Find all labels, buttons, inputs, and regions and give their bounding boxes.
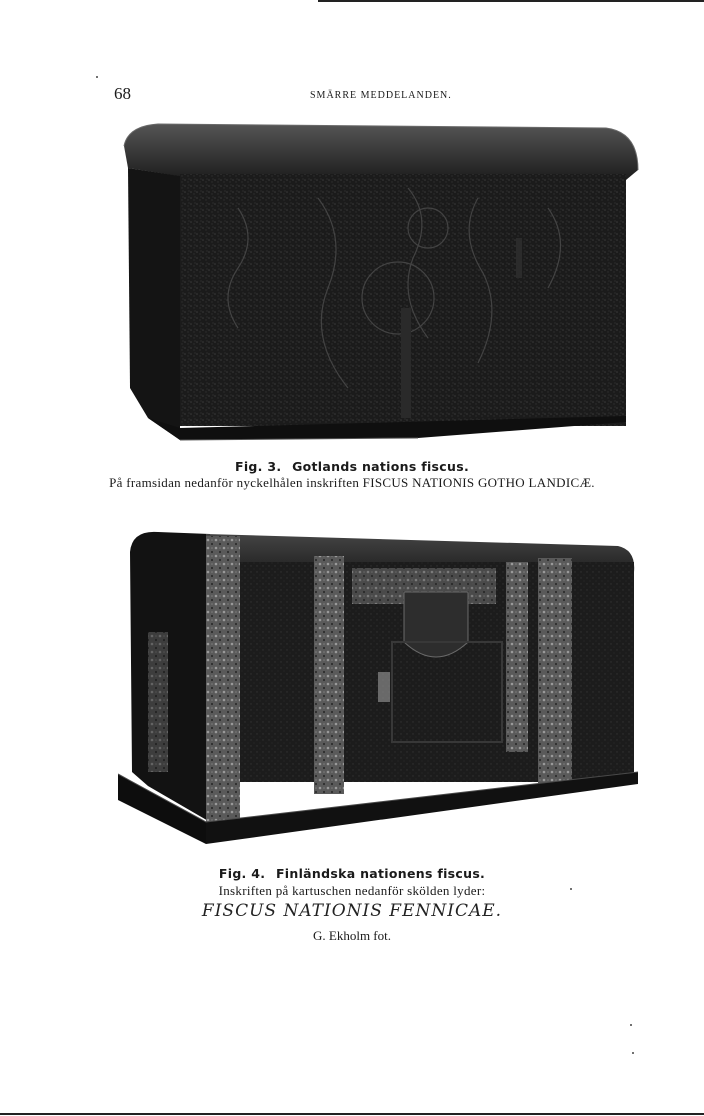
figure-4-photo [118, 522, 646, 854]
figure-4-inscription: FISCUS NATIONIS FENNICAE. [201, 901, 503, 921]
figure-3-subcaption: På framsidan nedanför nyckelhålen inskriften FISCUS NATIONIS GOTHO LANDICÆ. [109, 475, 595, 490]
figure-4-subcaption: Inskriften på kartuschen nedanför skölden lyder: [218, 883, 486, 898]
print-speck [630, 1024, 632, 1026]
figure-3-title: Gotlands nations fiscus. [292, 459, 469, 474]
print-speck [570, 888, 572, 890]
figure-4-label: Fig. 4. [218, 866, 266, 881]
figure-3-label: Fig. 3. [235, 459, 282, 474]
print-speck [96, 76, 98, 78]
figure-3-caption [0, 459, 704, 474]
bottom-rule [0, 1113, 704, 1115]
print-speck [632, 1052, 634, 1054]
figure-4-title: Finländska nationens fiscus. [275, 866, 486, 881]
figure-3-photo [118, 118, 650, 450]
running-head: SMÄRRE MEDDELANDEN. [310, 90, 452, 101]
photo-credit: G. Ekholm fot. [313, 928, 391, 943]
page-number: 68 [114, 84, 131, 103]
top-rule [318, 0, 704, 2]
figure-4-caption [0, 866, 704, 881]
